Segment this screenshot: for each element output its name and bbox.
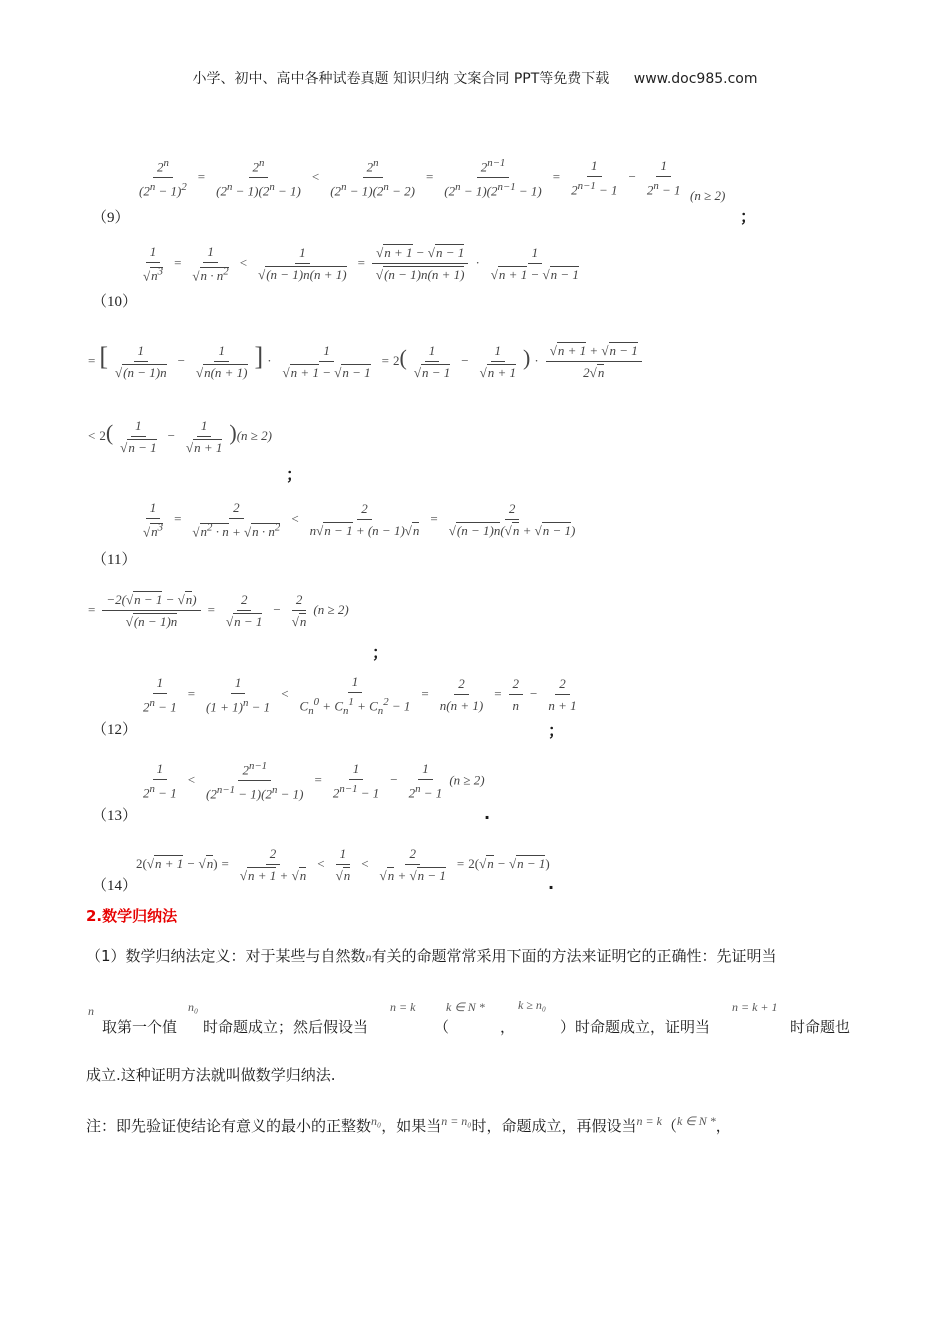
formula-14-label: （14） [92, 878, 138, 894]
formula-11-end: ； [372, 643, 389, 662]
definition-conclusion: 成立.这种证明方法就叫做数学归纳法. [86, 1066, 336, 1084]
formula-10-end: ； [286, 465, 303, 484]
var-n: n [365, 950, 372, 964]
page-header [0, 68, 950, 88]
formula-10-line3: < 2( $\frac{1}{√n - 1}$ − $\frac{1}{√n + 1}$ )(n ≥ 2) [88, 418, 272, 455]
note-n-eq-n0: n = n₀ [441, 1114, 472, 1128]
comma: ， [500, 1018, 516, 1036]
formula-12-end: ； [548, 721, 565, 740]
note-text-d: （ [661, 1117, 677, 1135]
note-k-in-N: k ∈ N * [676, 1114, 716, 1128]
definition-text-rest: 有关的命题常常采用下面的方法来证明它的正确性：先证明当 [371, 947, 777, 965]
note-n-eq-k: n = k [636, 1114, 662, 1128]
note-paragraph [86, 1114, 731, 1136]
formula-10-line1: $\frac{1}{√n^3}$ = $\frac{1}{√n \cdot n^2}$ < $\frac{1}{√(n - 1)n(n + 1)}$ = $\frac{√n + 1 - √n - 1}{√(n - 1)n(n + 1)}$ · $\frac{1}{√n + 1 - √n - 1}$ [143, 244, 579, 284]
take-first-value: 取第一个值 [102, 1018, 178, 1036]
header-url: www.doc985.com [633, 71, 758, 87]
formula-12-label: （12） [92, 722, 138, 738]
formula-12: $\frac{1}{2^n - 1}$ = $\frac{1}{(1 + 1)^n - 1}$ < $\frac{1}{C_n^0 + C_n^1 + C_n^2 - 1}$ = $\frac{2}{n(n + 1)}$ = $\frac{2}{n}$ − $\frac{2}{n + 1}$ [143, 674, 577, 717]
note-text-c: 时，命题成立，再假设当 [471, 1117, 637, 1135]
formula-9: $\frac{2^n}{(2^n - 1)^2}$ = $\frac{2^n}{(2^n - 1)(2^n - 1)}$ < $\frac{2^n}{(2^n - 1)(2^n - 2)}$ = $\frac{2^{n-1}}{(2^n - 1)(2^{n-1} - 1)}$ = $\frac{1}{2^{n-1} - 1}$ − $\frac{1}{2^n - 1}$ [139, 157, 681, 199]
formula-9-condition: (n ≥ 2) [690, 188, 726, 203]
note-text-a: 注：即先验证使结论有意义的最小的正整数 [86, 1117, 372, 1135]
formula-11-label: （11） [92, 552, 137, 568]
note-text-b: ，如果当 [381, 1117, 442, 1135]
header-text: 小学、初中、高中各种试卷真题 知识归纳 文案合同 PPT等免费下载 [192, 71, 610, 87]
definition-text-start: （1）数学归纳法定义：对于某些与自然数 [86, 947, 366, 965]
holds-prove: ）时命题成立，证明当 [560, 1018, 711, 1036]
formula-11-line2: = $\frac{-2(√n - 1 - √n)}{√(n - 1)n}$ = $\frac{2}{√n - 1}$ − $\frac{2}{√n}$ (n ≥ 2) [88, 592, 349, 629]
formula-10-label: （10） [92, 294, 138, 310]
definition-paragraph-line1 [86, 945, 777, 966]
formula-10-line2: = [ $\frac{1}{√(n - 1)n}$ − $\frac{1}{√n(n + 1)}$ ] · $\frac{1}{√n + 1 - √n - 1}$ = 2( $\frac{1}{√n - 1}$ − $\frac{1}{√n + 1}$ ) · $\frac{√n + 1 + √n - 1}{2√n}$ [88, 342, 645, 381]
var-n0: n₀ [188, 1000, 199, 1014]
holds-also: 时命题也 [790, 1018, 851, 1036]
formula-14-end: . [548, 874, 555, 893]
formula-9-label: （9） [92, 210, 130, 226]
n-equals-k-plus-1: n = k + 1 [732, 1000, 778, 1014]
k-in-N: k ∈ N * [446, 1000, 485, 1014]
section-title: 2.数学归纳法 [86, 907, 178, 925]
open-paren: （ [434, 1018, 450, 1036]
note-n0: n₀ [371, 1114, 382, 1128]
holds-then-assume: 时命题成立；然后假设当 [203, 1018, 369, 1036]
formula-11-line1: $\frac{1}{√n^3}$ = $\frac{2}{√n^2 \cdot n + √n \cdot n^2}$ < $\frac{2}{n√n - 1 + (n - 1)√n}$ = $\frac{2}{√(n - 1)n(√n + √n - 1)}$ [143, 500, 576, 540]
n-equals-k: n = k [390, 1000, 416, 1014]
note-text-e: ， [715, 1117, 731, 1135]
formula-13-label: （13） [92, 808, 138, 824]
formula-9-end: ； [740, 207, 757, 226]
formula-14: 2(√n + 1 − √n) = $\frac{2}{√n + 1 + √n}$ < $\frac{1}{√n}$ < $\frac{2}{√n + √n - 1}$ = 2(√n − √n − 1) [136, 846, 550, 883]
k-geq-n0: k ≥ n₀ [518, 998, 547, 1012]
formula-13-end: . [484, 804, 491, 823]
formula-13: $\frac{1}{2^n - 1}$ < $\frac{2^{n-1}}{(2^{n-1} - 1)(2^n - 1)}$ = $\frac{1}{2^{n-1} - 1}$ − $\frac{1}{2^n - 1}$ (n ≥ 2) [143, 760, 485, 802]
var-n-2: n [88, 1004, 94, 1018]
